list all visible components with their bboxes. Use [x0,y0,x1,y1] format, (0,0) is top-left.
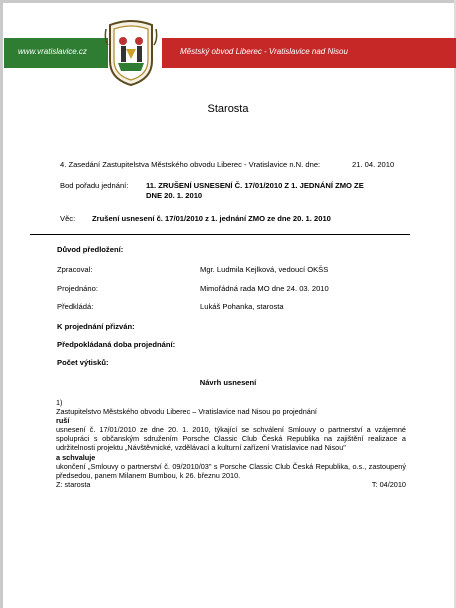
resolution-approve-text: ukončení „Smlouvy o partnerství č. 09/2010/03" s Porsche Classic Club Česká Republika, o.s., zastoupený předsedou, panem Milanem Bumbou, k 26. březnu 2010. [56,461,406,480]
resolution-body [56,398,406,489]
section-divider [30,234,410,235]
invited-label: K projednání přizván: [57,322,135,331]
prepared-value: Mgr. Ludmila Kejlková, vedoucí OKŠS [200,265,329,274]
window-top-border [0,0,456,3]
deadline: T: 04/2010 [371,479,406,489]
copies-label: Počet výtisků: [57,358,109,367]
window-left-border [0,0,3,608]
resolution-cancels-keyword: ruší [56,416,70,426]
presenter-label: Předkládá: [57,302,94,311]
resolution-number: 1) [56,398,63,407]
agenda-item-line2: DNE 20. 1. 2010 [146,191,203,200]
subject-label: Věc: [60,214,76,223]
discussed-label: Projednáno: [57,284,98,293]
resolution-intro: Zastupitelstvo Městského obvodu Liberec – Vratislavice nad Nisou po projednání [56,407,317,417]
responsible-person: Z: starosta [56,479,91,489]
discussed-value: Mimořádná rada MO dne 24. 03. 2010 [200,284,329,293]
prepared-label: Zpracoval: [57,265,93,274]
resolution-cancel-text: usnesení č. 17/01/2010 ze dne 20. 1. 2010, týkající se schválení Smlouvy o partnerství a vzájemné spolupráci s občanským sdružením Porsche Classic Club Česká Republika na zajištění realizace a udržitelnosti projektu „Návštěvnické, vzdělávací a kulturní zařízení Vratislavice nad Nisou" [56,425,406,453]
district-name: Městský obvod Liberec - Vratislavice nad Nisou [180,47,348,56]
meeting-date: 21. 04. 2010 [352,160,395,169]
subject-value: Zrušení usnesení č. 17/01/2010 z 1. jednání ZMO ze dne 20. 1. 2010 [92,214,331,223]
header-green-stripe [4,38,108,68]
meeting-label: 4. Zasedání Zastupitelstva Městského obvodu Liberec - Vratislavice n.N. dne: [60,160,321,169]
document-title: Starosta [207,103,249,115]
agenda-label: Bod pořadu jednání: [60,181,129,190]
duration-label: Předpokládaná doba projednání: [57,340,176,349]
reason-label: Důvod předložení: [57,245,124,254]
presenter-value: Lukáš Pohanka, starosta [200,302,284,311]
agenda-item-line1: 11. ZRUŠENÍ USNESENÍ Č. 17/01/2010 Z 1. JEDNÁNÍ ZMO ZE [146,181,364,190]
resolution-heading: Návrh usnesení [199,378,257,387]
website-link[interactable]: www.vratislavice.cz [18,47,87,56]
responsibility-row [56,480,406,489]
resolution-approves-keyword: a schvaluje [56,452,96,462]
header-banner [4,38,456,68]
header-red-stripe [162,38,456,68]
coat-of-arms-icon [104,19,158,87]
